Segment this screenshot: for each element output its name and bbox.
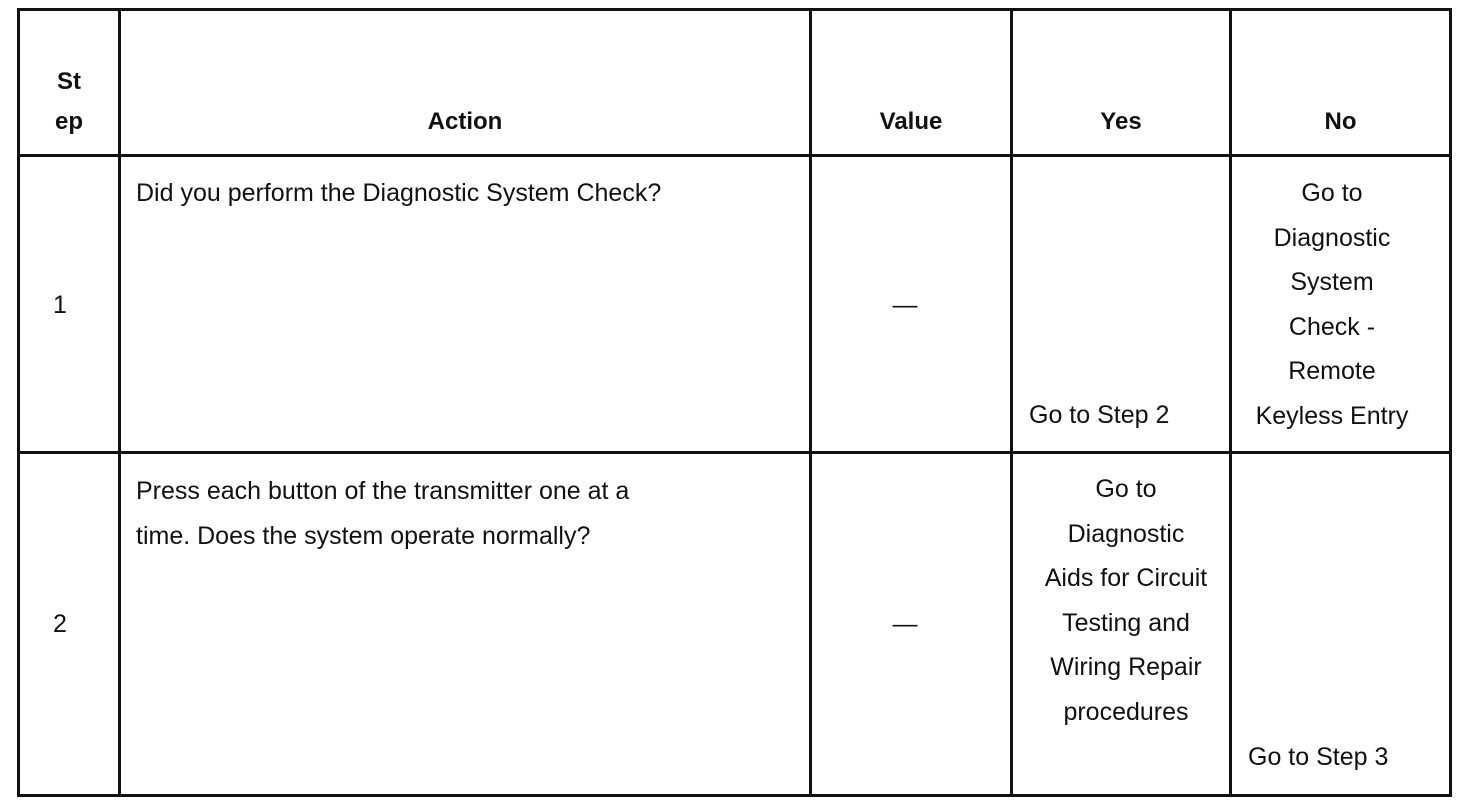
row2-action: Press each button of the transmitter one at a time. Does the system operate normally? — [136, 477, 630, 550]
row2-no: Go to Step 3 — [1248, 743, 1389, 771]
header-value: Value — [879, 108, 943, 135]
diagnostic-table — [17, 8, 1452, 797]
header-yes: Yes — [1100, 108, 1142, 135]
header-divider — [17, 154, 1452, 157]
row2-value: — — [892, 610, 918, 638]
table-border-top — [17, 8, 1452, 11]
header-action: Action — [427, 108, 503, 135]
row1-action: Did you perform the Diagnostic System Check? — [136, 179, 662, 207]
table-border-right — [1449, 8, 1452, 797]
header-no: No — [1324, 108, 1357, 135]
row1-step: 1 — [53, 291, 67, 319]
row1-value: — — [892, 291, 918, 319]
row2-yes: Go to Diagnostic Aids for Circuit Testing and Wiring Repair procedures — [1044, 475, 1208, 726]
row-divider — [17, 451, 1452, 454]
row1-no: Go to Diagnostic System Check - Remote Keyless Entry — [1255, 179, 1409, 430]
row2-step: 2 — [53, 610, 67, 638]
header-step: St ep — [54, 68, 83, 135]
row1-yes: Go to Step 2 — [1029, 401, 1170, 429]
table-border-bottom — [17, 794, 1452, 797]
